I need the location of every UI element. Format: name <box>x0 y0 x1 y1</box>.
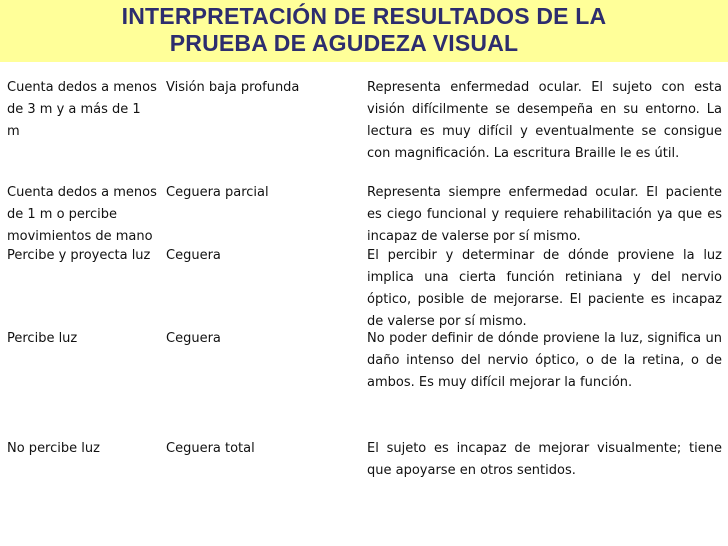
acuity-cell: Cuenta dedos a menos de 3 m y a más de 1 m <box>7 80 157 139</box>
interpretation-cell: No poder definir de dónde proviene la luz, significa un daño intenso del nervio óptico, o de la retina, o de ambos. Es muy difícil mejorar la función. <box>367 331 722 390</box>
acuity-cell: Percibe luz <box>7 331 78 346</box>
acuity-cell: No percibe luz <box>7 441 100 456</box>
acuity-cell: Percibe y proyecta luz <box>7 248 151 263</box>
category-cell: Ceguera parcial <box>166 185 269 200</box>
category-cell: Ceguera <box>166 248 221 263</box>
title-banner <box>0 0 728 62</box>
page-title-line-2: PRUEBA DE AGUDEZA VISUAL <box>169 30 519 56</box>
interpretation-cell: Representa siempre enfermedad ocular. El paciente es ciego funcional y requiere rehabilitación ya que es incapaz de valerse por sí mismo. <box>367 185 722 244</box>
category-cell: Ceguera <box>166 331 221 346</box>
interpretation-cell: El percibir y determinar de dónde proviene la luz implica una cierta función retiniana y del nervio óptico, posible de mejorarse. El paciente es incapaz de valerse por sí mismo. <box>367 248 722 329</box>
page-title-line-1: INTERPRETACIÓN DE RESULTADOS DE LA <box>121 3 607 29</box>
category-cell: Visión baja profunda <box>166 80 300 95</box>
interpretation-cell: El sujeto es incapaz de mejorar visualmente; tiene que apoyarse en otros sentidos. <box>367 441 722 478</box>
interpretation-cell: Representa enfermedad ocular. El sujeto con esta visión difícilmente se desempeña en su entorno. La lectura es muy difícil y eventualmente se consigue con magnificación. La escritura Braille le es útil. <box>367 80 722 161</box>
acuity-cell: Cuenta dedos a menos de 1 m o percibe movimientos de mano <box>7 185 157 244</box>
category-cell: Ceguera total <box>166 441 255 456</box>
